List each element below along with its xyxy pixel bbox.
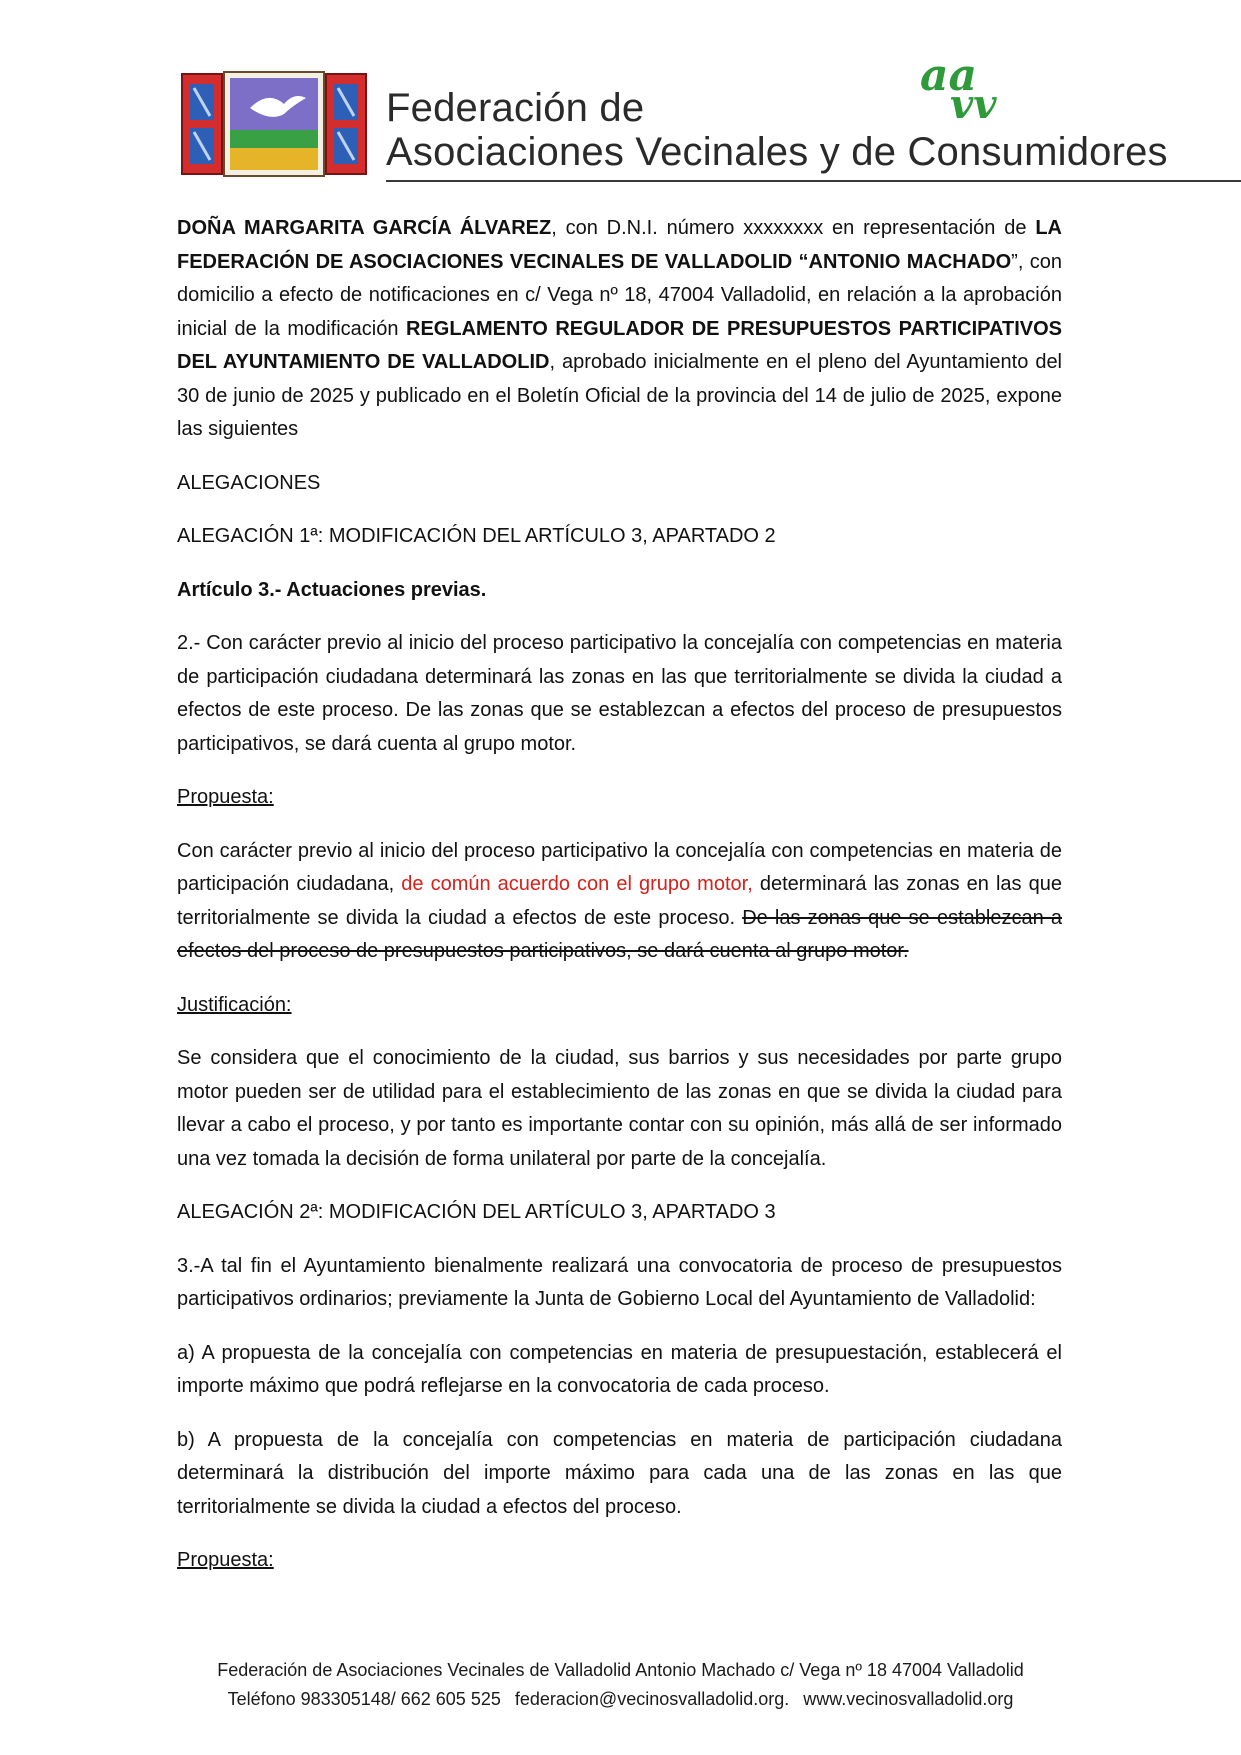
alegaciones-heading: ALEGACIONES — [177, 471, 321, 494]
federation-name: LA FEDERACIÓN DE ASOCIACIONES VECINALES DE VALLADOLID “ANTONIO MACHADO — [177, 217, 1062, 273]
footer-phone: Teléfono 983305148/ 662 605 525 — [227, 1689, 501, 1709]
article3-3-b: b) A propuesta de la concejalía con competencias en materia de participación ciudadana determinará la distribución del importe máximo para cada una de las zonas en las que territorialmente se divida la ciudad a efectos del proceso. — [177, 1428, 1062, 1518]
svg-text:vv: vv — [950, 81, 997, 122]
proposal1-label-text: Propuesta: — [177, 786, 274, 808]
proposal1-inserted-text: de común acuerdo con el grupo motor, — [401, 873, 753, 895]
proposal1-part-a: Con carácter previo al inicio del proceso participativo la concejalía con competencias en materia de participación ciudadana, — [177, 839, 1062, 895]
justification1-text: Se considera que el conocimiento de la ciudad, sus barrios y sus necesidades por parte grupo motor pueden ser de utilidad para el establecimiento de las zonas en que se divida la ciudad para llevar a cabo el proceso, y por tanto es importante contar con su opinión, más allá de ser informado una vez tomada la decisión de forma unilateral por parte de la concejalía. — [177, 1047, 1062, 1170]
intro-text-3: , aprobado inicialmente en el pleno del Ayuntamiento del 30 de junio de 2025 y publicado en el Boletín Oficial de la provincia del 14 de julio de 2025, expone las siguientes — [177, 351, 1063, 440]
org-name-line1: Federación de — [386, 86, 645, 130]
letterhead — [180, 50, 1168, 195]
article3-title — [177, 574, 1062, 608]
page-footer — [0, 1656, 1241, 1714]
window-logo-icon — [180, 68, 370, 185]
article3-3-text: 3.-A tal fin el Ayuntamiento bienalmente realizará una convocatoria de proceso de presupuestos participativos ordinarios; previamente la Junta de Gobierno Local del Ayuntamiento de Valladolid: — [177, 1254, 1062, 1310]
article3-2-text: 2.- Con carácter previo al inicio del proceso participativo la concejalía con competencias en materia de participación ciudadana determinará las zonas en las que territorialmente se divida la ciudad a efectos de este proceso. De las zonas que se establezcan a efectos del proceso de presupuestos participativos, se dará cuenta al grupo motor. — [177, 632, 1062, 755]
org-name-line2: Asociaciones Vecinales y de Consumidores — [386, 130, 1168, 174]
proposal2-label — [177, 1544, 1062, 1578]
footer-contact — [0, 1685, 1241, 1714]
proposal1-text — [177, 835, 1062, 969]
header-divider — [386, 180, 1241, 182]
proposal2-label-text: Propuesta: — [177, 1549, 274, 1571]
intro-paragraph — [177, 212, 1062, 447]
alegacion1-heading: ALEGACIÓN 1ª: MODIFICACIÓN DEL ARTÍCULO 3, APARTADO 2 — [177, 525, 776, 547]
intro-text-2: ”, con domicilio a efecto de notificaciones en c/ Vega nº 18, 47004 Valladolid, en relación a la aprobación inicial de la modificación — [177, 250, 1062, 340]
alegacion2-heading: ALEGACIÓN 2ª: MODIFICACIÓN DEL ARTÍCULO 3, APARTADO 3 — [177, 1201, 776, 1223]
document-body — [177, 212, 1062, 1598]
svg-text:aa: aa — [920, 50, 978, 101]
footer-website[interactable]: www.vecinosvalladolid.org — [803, 1689, 1014, 1709]
justification1-label-text: Justificación: — [177, 993, 292, 1016]
footer-address: Federación de Asociaciones Vecinales de Valladolid Antonio Machado c/ Vega nº 18 47004 Valladolid — [217, 1660, 1024, 1680]
article3-3-a: a) A propuesta de la concejalía con competencias en materia de presupuestación, establecerá el importe máximo que podrá reflejarse en la convocatoria de cada proceso. — [177, 1341, 1062, 1397]
regulation-name: REGLAMENTO REGULADOR DE PRESUPUESTOS PARTICIPATIVOS DEL AYUNTAMIENTO DE VALLADOLID — [177, 317, 1062, 373]
article3-title-text: Artículo 3.- Actuaciones previas. — [177, 578, 487, 601]
aavv-logo-mark — [910, 50, 1060, 127]
signatory-name: DOÑA MARGARITA GARCÍA ÁLVAREZ — [177, 217, 552, 239]
proposal1-part-b: determinará las zonas en las que territorialmente se divida la ciudad a efectos de este proceso. — [177, 873, 1062, 929]
proposal1-deleted-text: De las zonas que se establezcan a efectos del proceso de presupuestos participativos, se dará cuenta al grupo motor. — [177, 906, 1062, 962]
proposal1-label — [177, 781, 1062, 815]
justification1-label — [177, 989, 1062, 1023]
footer-email[interactable]: federacion@vecinosvalladolid.org. — [514, 1689, 790, 1709]
intro-text-1: , con D.N.I. número xxxxxxxx en representación de — [551, 217, 1036, 239]
